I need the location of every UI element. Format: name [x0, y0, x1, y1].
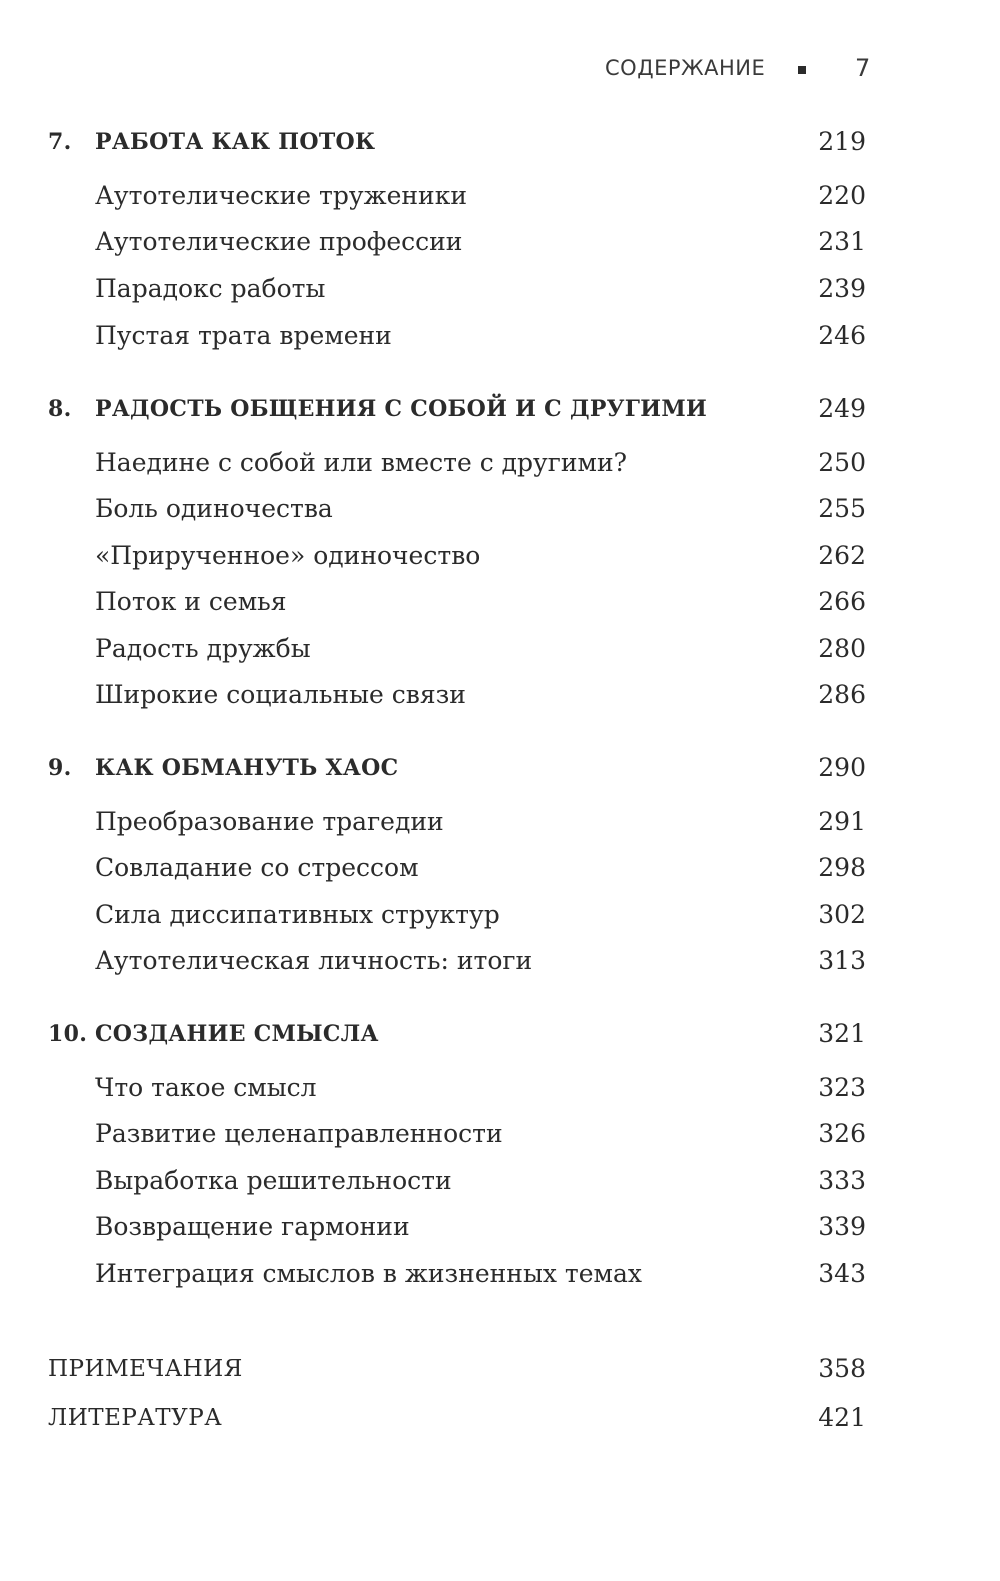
- page-number: 7: [855, 54, 871, 82]
- toc-section[interactable]: [0, 176, 1000, 216]
- section-title: Наедине с собой или вместе с другими?: [95, 448, 628, 477]
- section-title: Аутотелические профессии: [95, 227, 463, 256]
- section-title: Выработка решительности: [95, 1166, 452, 1195]
- section-page: 298: [818, 853, 866, 882]
- toc-chapter-10[interactable]: [0, 1014, 1000, 1054]
- back-matter-title: ЛИТЕРАТУРА: [48, 1405, 223, 1431]
- section-page: 343: [818, 1259, 866, 1288]
- section-title: Радость дружбы: [95, 634, 311, 663]
- section-page: 291: [818, 807, 866, 836]
- chapter-title: КАК ОБМАНУТЬ ХАОС: [95, 755, 399, 781]
- section-page: 323: [818, 1073, 866, 1102]
- section-title: Боль одиночества: [95, 494, 333, 523]
- section-title: «Прирученное» одиночество: [95, 541, 481, 570]
- section-title: Пустая трата времени: [95, 321, 392, 350]
- section-page: 250: [818, 448, 866, 477]
- running-head-title: СОДЕРЖАНИЕ: [605, 56, 766, 80]
- section-page: 326: [818, 1119, 866, 1148]
- section-title: Что такое смысл: [95, 1073, 317, 1102]
- toc-section[interactable]: [0, 443, 1000, 483]
- toc-section[interactable]: [0, 1161, 1000, 1201]
- toc-section[interactable]: [0, 629, 1000, 669]
- section-page: 262: [818, 541, 866, 570]
- toc-section[interactable]: [0, 1254, 1000, 1294]
- toc-section[interactable]: [0, 1068, 1000, 1108]
- toc-section[interactable]: [0, 222, 1000, 262]
- section-title: Аутотелические труженики: [95, 181, 467, 210]
- section-page: 333: [818, 1166, 866, 1195]
- chapter-title: СОЗДАНИЕ СМЫСЛА: [95, 1021, 379, 1047]
- toc-section[interactable]: [0, 895, 1000, 935]
- toc-chapter-9[interactable]: [0, 748, 1000, 788]
- section-page: 313: [818, 946, 866, 975]
- toc-section[interactable]: [0, 1207, 1000, 1247]
- section-title: Совладание со стрессом: [95, 853, 419, 882]
- toc-section[interactable]: [0, 582, 1000, 622]
- section-page: 280: [818, 634, 866, 663]
- section-page: 339: [818, 1212, 866, 1241]
- section-title: Развитие целенаправленности: [95, 1119, 503, 1148]
- section-page: 246: [818, 321, 866, 350]
- chapter-page: 219: [818, 127, 866, 156]
- chapter-number: 7.: [48, 129, 72, 155]
- toc-back-notes[interactable]: [0, 1349, 1000, 1389]
- toc-section[interactable]: [0, 269, 1000, 309]
- section-page: 231: [818, 227, 866, 256]
- section-page: 302: [818, 900, 866, 929]
- toc-chapter-8[interactable]: [0, 389, 1000, 429]
- section-title: Аутотелическая личность: итоги: [95, 946, 533, 975]
- section-page: 255: [818, 494, 866, 523]
- toc-section[interactable]: [0, 536, 1000, 576]
- section-title: Сила диссипативных структур: [95, 900, 500, 929]
- toc-section[interactable]: [0, 316, 1000, 356]
- toc-section[interactable]: [0, 1114, 1000, 1154]
- section-page: 286: [818, 680, 866, 709]
- toc-section[interactable]: [0, 489, 1000, 529]
- section-title: Интеграция смыслов в жизненных темах: [95, 1259, 642, 1288]
- chapter-page: 249: [818, 394, 866, 423]
- section-title: Широкие социальные связи: [95, 680, 466, 709]
- section-title: Возвращение гармонии: [95, 1212, 410, 1241]
- toc-section[interactable]: [0, 675, 1000, 715]
- square-bullet-icon: [798, 66, 806, 74]
- section-title: Поток и семья: [95, 587, 287, 616]
- toc-section[interactable]: [0, 941, 1000, 981]
- chapter-title: РАБОТА КАК ПОТОК: [95, 129, 376, 155]
- chapter-number: 10.: [48, 1021, 88, 1047]
- section-title: Парадокс работы: [95, 274, 326, 303]
- toc-section[interactable]: [0, 848, 1000, 888]
- back-matter-page: 421: [818, 1403, 866, 1432]
- toc-section[interactable]: [0, 802, 1000, 842]
- chapter-page: 321: [818, 1019, 866, 1048]
- section-page: 220: [818, 181, 866, 210]
- chapter-title: РАДОСТЬ ОБЩЕНИЯ С СОБОЙ И С ДРУГИМИ: [95, 396, 708, 422]
- running-head: [0, 52, 1000, 86]
- chapter-number: 9.: [48, 755, 72, 781]
- section-page: 239: [818, 274, 866, 303]
- toc-back-literature[interactable]: [0, 1398, 1000, 1438]
- section-page: 266: [818, 587, 866, 616]
- section-title: Преобразование трагедии: [95, 807, 444, 836]
- toc-chapter-7[interactable]: [0, 122, 1000, 162]
- chapter-number: 8.: [48, 396, 72, 422]
- back-matter-title: ПРИМЕЧАНИЯ: [48, 1356, 243, 1382]
- chapter-page: 290: [818, 753, 866, 782]
- back-matter-page: 358: [818, 1354, 866, 1383]
